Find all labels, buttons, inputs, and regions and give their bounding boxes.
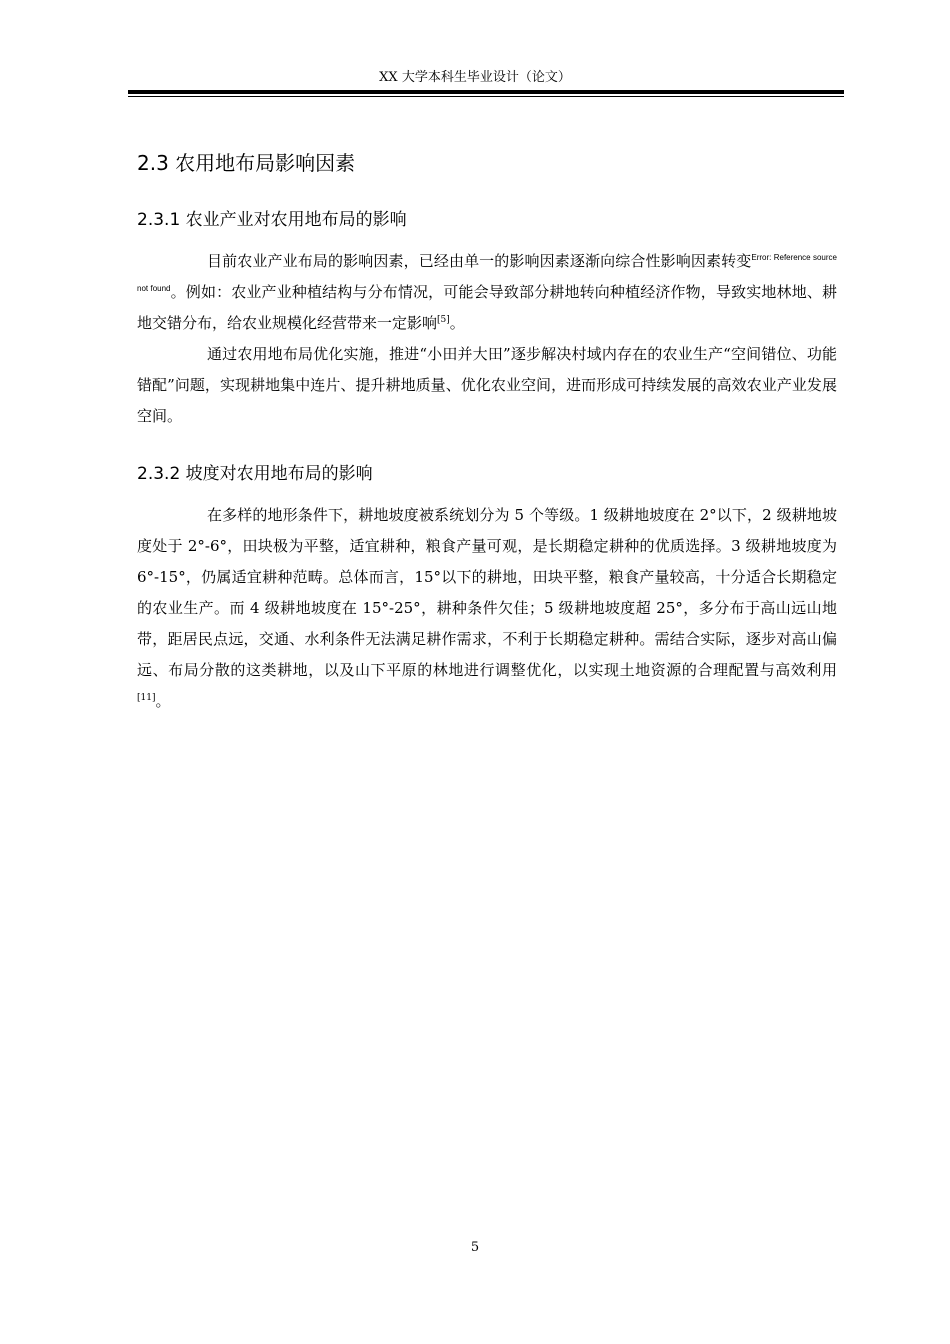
page-body	[137, 140, 837, 717]
citation: [11]	[137, 693, 156, 703]
page-number: 5	[470, 1240, 480, 1255]
paragraph-text: 。	[449, 314, 465, 332]
paragraph-text: 。	[155, 692, 171, 710]
paragraph-text: 在多样的地形条件下，耕地坡度被系统划分为 5 个等级。1 级耕地坡度在 2°以下，2 级耕地坡度处于 2°-6°，田块极为平整，适宜耕种，粮食产量可观，是长期稳定耕种的优质选择。3 级耕地坡度为 6°-15°，仍属适宜耕种范畴。总体而言，15°以下的耕地，田块平整，粮食产量较高，十分适合长期稳定的农业生产。而 4 级耕地坡度在 15°-25°，耕种条件欠佳；5 级耕地坡度超 25°，多分布于高山远山地带，距居民点远，交通、水利条件无法满足耕作需求，不利于长期稳定耕种。需结合实际，逐步对高山偏远、布局分散的这类耕地，以及山下平原的林地进行调整优化，以实现土地资源的合理配置与高效利用	[137, 506, 837, 679]
paragraph-text: 。例如：农业产业种植结构与分布情况，可能会导致部分耕地转向种植经济作物，导致实地林地、耕地交错分布，给农业规模化经营带来一定影响	[137, 283, 837, 332]
paragraph-text: 目前农业产业布局的影响因素，已经由单一的影响因素逐渐向综合性影响因素转变	[207, 252, 752, 270]
paragraph	[137, 246, 837, 339]
citation: [5]	[437, 315, 450, 325]
paragraph: 通过农用地布局优化实施，推进“小田并大田”逐步解决村域内存在的农业生产“空间错位、功能错配”问题，实现耕地集中连片、提升耕地质量、优化农业空间，进而形成可持续发展的高效农业产业发展空间。	[137, 345, 837, 425]
paragraph	[137, 500, 837, 717]
header-rule	[128, 90, 844, 94]
reference-error: Error: Reference source not found	[137, 253, 837, 293]
subsection-heading-2-3-2: 2.3.2 坡度对农用地布局的影响	[137, 464, 373, 484]
section-heading: 2.3 农用地布局影响因素	[137, 151, 356, 175]
running-header: XX 大学本科生毕业设计（论文）	[379, 70, 571, 85]
subsection-heading-2-3-1: 2.3.1 农业产业对农用地布局的影响	[137, 210, 407, 230]
